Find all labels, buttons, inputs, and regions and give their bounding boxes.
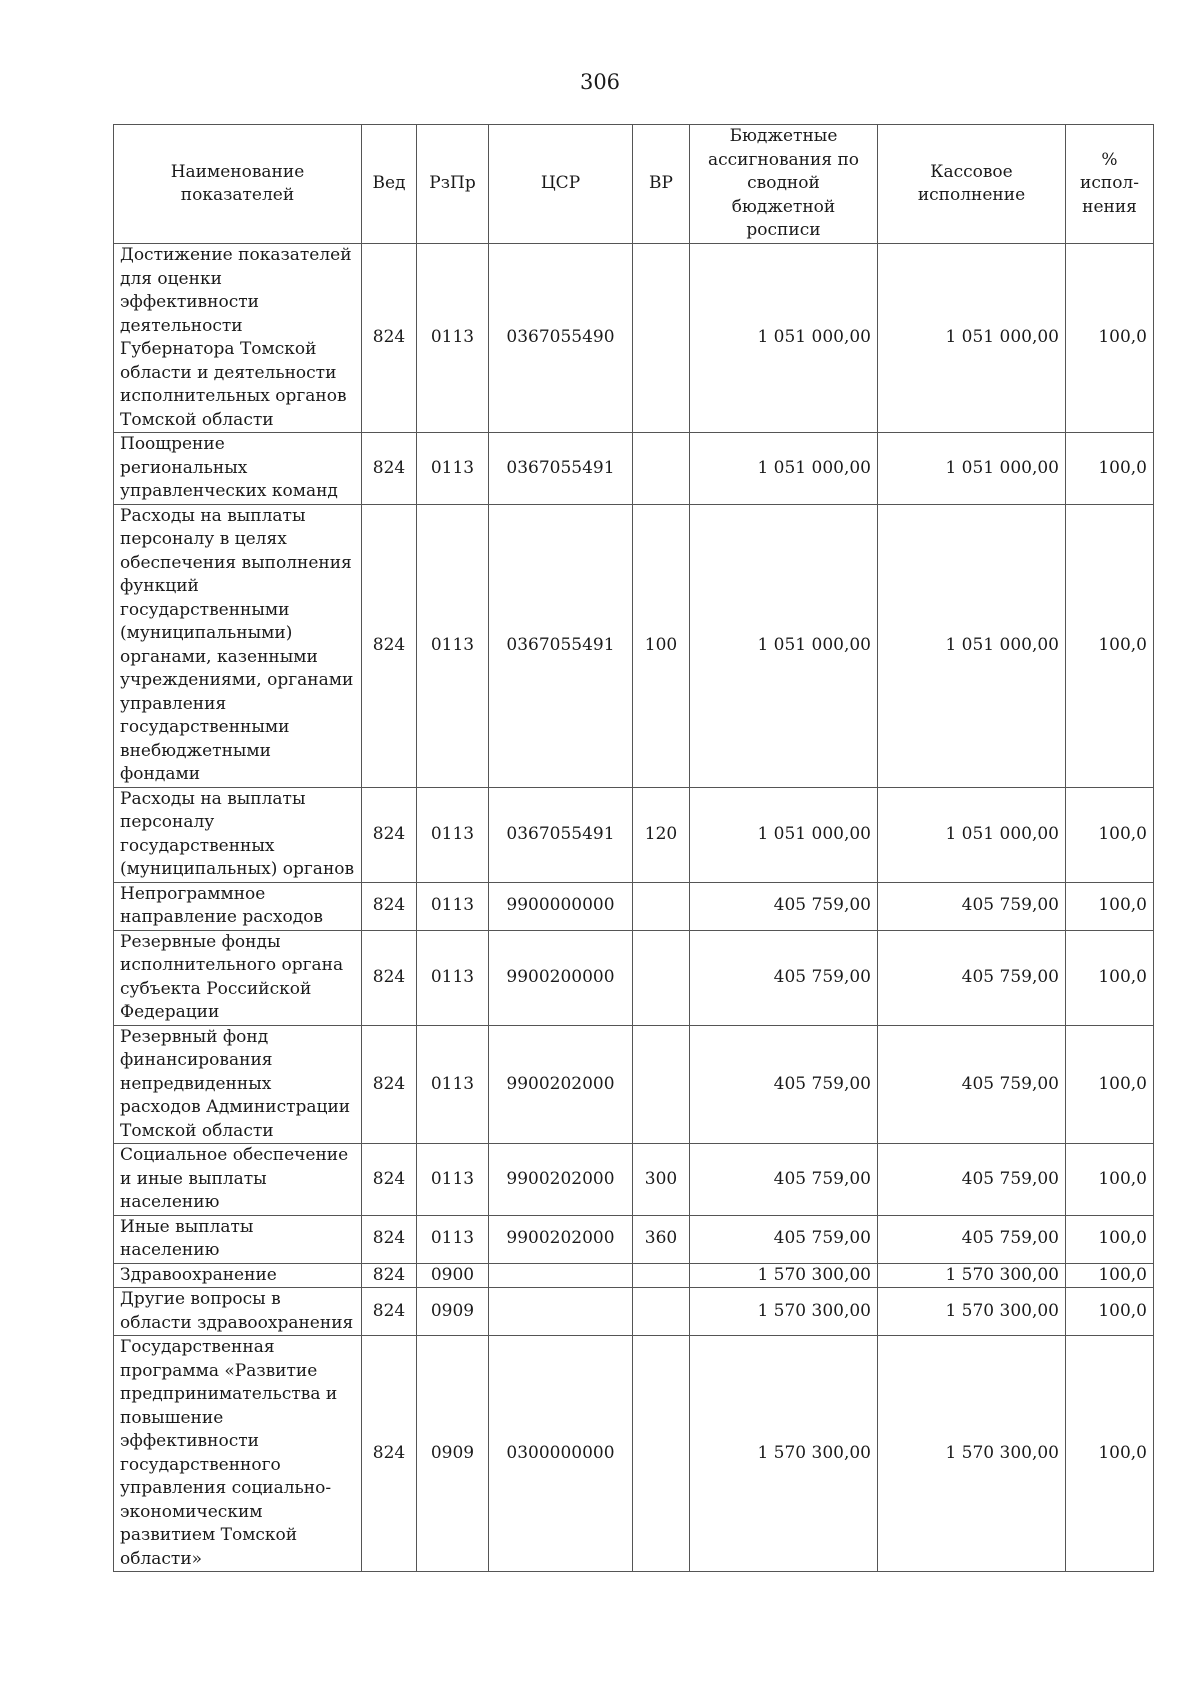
row-name: Поощрение региональных управленческих команд <box>114 433 362 505</box>
table-row <box>114 1215 1154 1263</box>
header-name: Наименование показателей <box>114 125 362 244</box>
row-rzpr: 0113 <box>417 433 489 505</box>
row-csr: 0367055491 <box>489 504 633 787</box>
row-csr: 9900200000 <box>489 930 633 1025</box>
row-cash: 405 759,00 <box>878 930 1066 1025</box>
header-rzpr: РзПр <box>417 125 489 244</box>
row-assignments: 1 570 300,00 <box>690 1263 878 1288</box>
row-assignments: 1 051 000,00 <box>690 244 878 433</box>
row-assignments: 1 570 300,00 <box>690 1288 878 1336</box>
row-rzpr: 0909 <box>417 1288 489 1336</box>
table-row <box>114 882 1154 930</box>
budget-table <box>113 124 1154 1572</box>
row-percent: 100,0 <box>1066 882 1154 930</box>
row-name: Расходы на выплаты персоналу государственных (муниципальных) органов <box>114 787 362 882</box>
table-row <box>114 1336 1154 1572</box>
table-row <box>114 244 1154 433</box>
row-assignments: 1 570 300,00 <box>690 1336 878 1572</box>
row-percent: 100,0 <box>1066 1288 1154 1336</box>
table-row <box>114 433 1154 505</box>
row-csr <box>489 1288 633 1336</box>
row-vr <box>633 1263 690 1288</box>
table-row <box>114 504 1154 787</box>
row-csr: 9900202000 <box>489 1215 633 1263</box>
row-csr: 9900202000 <box>489 1144 633 1216</box>
row-cash: 405 759,00 <box>878 1025 1066 1144</box>
row-cash: 405 759,00 <box>878 1215 1066 1263</box>
row-ved: 824 <box>362 1215 417 1263</box>
row-name: Достижение показателей для оценки эффективности деятельности Губернатора Томской области и деятельности исполнительных органов Томской области <box>114 244 362 433</box>
table-row <box>114 1144 1154 1216</box>
row-vr <box>633 244 690 433</box>
row-assignments: 1 051 000,00 <box>690 504 878 787</box>
row-assignments: 405 759,00 <box>690 1144 878 1216</box>
row-name: Другие вопросы в области здравоохранения <box>114 1288 362 1336</box>
row-name: Иные выплаты населению <box>114 1215 362 1263</box>
row-ved: 824 <box>362 787 417 882</box>
row-name: Резервные фонды исполнительного органа субъекта Российской Федерации <box>114 930 362 1025</box>
row-assignments: 1 051 000,00 <box>690 433 878 505</box>
row-ved: 824 <box>362 1288 417 1336</box>
header-csr: ЦСР <box>489 125 633 244</box>
row-name: Здравоохранение <box>114 1263 362 1288</box>
row-percent: 100,0 <box>1066 1336 1154 1572</box>
row-csr: 9900000000 <box>489 882 633 930</box>
row-name: Непрограммное направление расходов <box>114 882 362 930</box>
row-percent: 100,0 <box>1066 1025 1154 1144</box>
row-rzpr: 0113 <box>417 787 489 882</box>
row-csr: 0300000000 <box>489 1336 633 1572</box>
row-ved: 824 <box>362 1263 417 1288</box>
row-cash: 1 570 300,00 <box>878 1263 1066 1288</box>
table-row <box>114 1025 1154 1144</box>
row-percent: 100,0 <box>1066 1144 1154 1216</box>
row-rzpr: 0113 <box>417 244 489 433</box>
row-name: Государственная программа «Развитие предпринимательства и повышение эффективности государственного управления социально-экономическим развитием Томской области» <box>114 1336 362 1572</box>
row-rzpr: 0900 <box>417 1263 489 1288</box>
row-ved: 824 <box>362 1144 417 1216</box>
row-cash: 1 570 300,00 <box>878 1288 1066 1336</box>
row-ved: 824 <box>362 930 417 1025</box>
row-name: Расходы на выплаты персоналу в целях обеспечения выполнения функций государственными (муниципальными) органами, казенными учреждениями, органами управления государственными внебюджетными фондами <box>114 504 362 787</box>
row-rzpr: 0113 <box>417 1215 489 1263</box>
row-vr: 120 <box>633 787 690 882</box>
table-row <box>114 930 1154 1025</box>
row-ved: 824 <box>362 1336 417 1572</box>
table-row <box>114 1288 1154 1336</box>
row-ved: 824 <box>362 244 417 433</box>
row-percent: 100,0 <box>1066 1215 1154 1263</box>
row-rzpr: 0113 <box>417 882 489 930</box>
row-vr <box>633 1025 690 1144</box>
table-row <box>114 787 1154 882</box>
page-number: 306 <box>579 70 621 94</box>
row-csr: 9900202000 <box>489 1025 633 1144</box>
row-rzpr: 0113 <box>417 930 489 1025</box>
row-rzpr: 0113 <box>417 504 489 787</box>
row-cash: 1 051 000,00 <box>878 787 1066 882</box>
header-percent: % испол-нения <box>1066 125 1154 244</box>
row-vr <box>633 433 690 505</box>
row-cash: 1 051 000,00 <box>878 244 1066 433</box>
row-vr <box>633 930 690 1025</box>
row-ved: 824 <box>362 882 417 930</box>
row-rzpr: 0113 <box>417 1144 489 1216</box>
row-percent: 100,0 <box>1066 1263 1154 1288</box>
row-ved: 824 <box>362 1025 417 1144</box>
row-csr: 0367055491 <box>489 433 633 505</box>
row-vr <box>633 1288 690 1336</box>
row-cash: 1 051 000,00 <box>878 504 1066 787</box>
row-percent: 100,0 <box>1066 504 1154 787</box>
header-assignments: Бюджетные ассигнования по сводной бюджетной росписи <box>690 125 878 244</box>
row-name: Социальное обеспечение и иные выплаты населению <box>114 1144 362 1216</box>
header-vr: ВР <box>633 125 690 244</box>
header-ved: Вед <box>362 125 417 244</box>
row-percent: 100,0 <box>1066 244 1154 433</box>
row-percent: 100,0 <box>1066 433 1154 505</box>
row-name: Резервный фонд финансирования непредвиденных расходов Администрации Томской области <box>114 1025 362 1144</box>
row-assignments: 405 759,00 <box>690 1215 878 1263</box>
row-assignments: 405 759,00 <box>690 882 878 930</box>
row-vr: 100 <box>633 504 690 787</box>
table-header-row <box>114 125 1154 244</box>
table-row <box>114 1263 1154 1288</box>
row-vr: 360 <box>633 1215 690 1263</box>
row-cash: 405 759,00 <box>878 882 1066 930</box>
row-vr: 300 <box>633 1144 690 1216</box>
row-ved: 824 <box>362 504 417 787</box>
row-cash: 1 051 000,00 <box>878 433 1066 505</box>
row-percent: 100,0 <box>1066 787 1154 882</box>
row-percent: 100,0 <box>1066 930 1154 1025</box>
row-ved: 824 <box>362 433 417 505</box>
row-cash: 405 759,00 <box>878 1144 1066 1216</box>
row-rzpr: 0909 <box>417 1336 489 1572</box>
row-csr: 0367055490 <box>489 244 633 433</box>
row-assignments: 405 759,00 <box>690 1025 878 1144</box>
header-cash: Кассовое исполнение <box>878 125 1066 244</box>
row-vr <box>633 1336 690 1572</box>
row-cash: 1 570 300,00 <box>878 1336 1066 1572</box>
row-vr <box>633 882 690 930</box>
row-rzpr: 0113 <box>417 1025 489 1144</box>
row-csr: 0367055491 <box>489 787 633 882</box>
row-csr <box>489 1263 633 1288</box>
row-assignments: 1 051 000,00 <box>690 787 878 882</box>
row-assignments: 405 759,00 <box>690 930 878 1025</box>
